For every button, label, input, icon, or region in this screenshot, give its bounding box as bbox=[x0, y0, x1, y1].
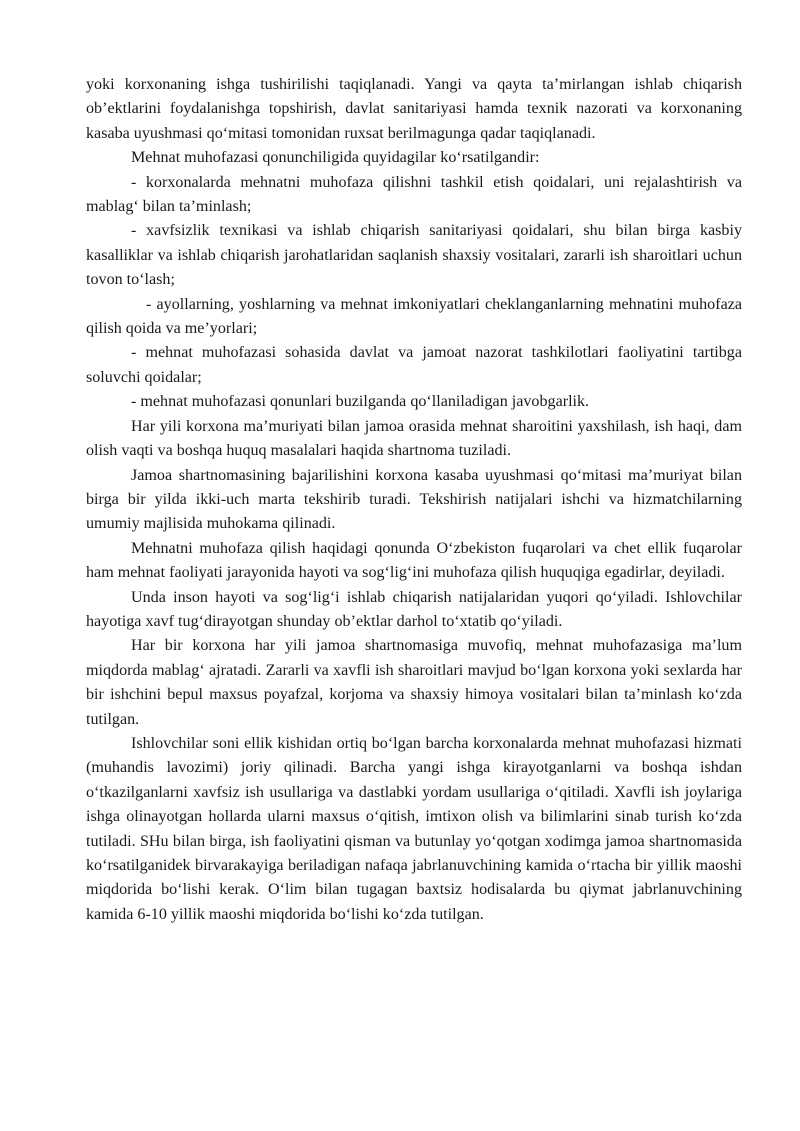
paragraph-safety-service: Ishlovchilar soni ellik kishidan ortiq boʻlgan barcha korxonalarda mehnat muhofazasi hizmati (muhandis lavozimi) joriy qilinadi. Barcha yangi ishga kirayotganlarni va boshqa ishdan oʻtkazilganlarni xavfsiz ish usullariga va dastlabki yordam usullariga oʻqitiladi. Xavfli ish joylariga ishga olinayotgan hollarda ularni maxsus oʻqitish, imtixon olish va bilimlarini sinab turish koʻzda tutiladi. SHu bilan birga, ish faoliyatini qisman va butunlay yoʻqotgan xodimga jamoa shartnomasida koʻrsatilganidek birvarakayiga beriladigan nafaqa jabrlanuvchining kamida oʻrtacha bir yillik maoshi miqdorida boʻlishi kerak. Oʻlim bilan tugagan baxtsiz hodisalarda bu qiymat jabrlanuvchining kamida 6-10 yillik maoshi miqdorida boʻlishi koʻzda tutilgan. bbox=[86, 734, 742, 923]
paragraph-life-priority: Unda inson hayoti va sogʻligʻi ishlab chiqarish natijalaridan yuqori qoʻyiladi. Ishlovchilar hayotiga xavf tugʻdirayotgan shunday obʼektlar darhol toʻxtatib qoʻyiladi. bbox=[86, 588, 742, 630]
paragraph-continuation: yoki korxonaning ishga tushirilishi taqiqlanadi. Yangi va qayta taʼmirlangan ishlab chiqarish obʼektlarini foydalanishga topshirish, davlat sanitariyasi hamda texnik nazorati va korxonaning kasaba uyushmasi qoʻmitasi tomonidan ruxsat berilmagunga qadar taqiqlanadi. bbox=[86, 76, 742, 142]
list-item-safety-rules: - xavfsizlik texnikasi va ishlab chiqarish sanitariyasi qoidalari, shu bilan birga kasbiy kasalliklar va ishlab chiqarish jarohatlaridan saqlanish shaxsiy vositalari, zararli ish sharoitlari uchun tovon toʻlash; bbox=[86, 222, 742, 289]
paragraph-law-rights: Mehnatni muhofaza qilish haqidagi qonunda Oʻzbekiston fuqarolari va chet ellik fuqarolar ham mehnat faoliyati jarayonida hayoti va sogʻligʻini muhofaza qilish huquqiga egadirlar, deyiladi. bbox=[86, 539, 742, 582]
paragraph-list-intro: Mehnat muhofazasi qonunchiligida quyidagilar koʻrsatilgandir: bbox=[131, 149, 540, 167]
document-page bbox=[86, 73, 742, 927]
paragraph-funding: Har bir korxona har yili jamoa shartnomasiga muvofiq, mehnat muhofazasiga maʼlum miqdorda mablagʻ ajratadi. Zararli va xavfli ish sharoitlari mavjud boʻlgan korxona yoki sexlarda har bir ishchini bepul maxsus poyafzal, korjoma va shaxsiy himoya vositalari bilan taʼminlash koʻzda tutilgan. bbox=[86, 637, 742, 728]
list-item-organization: - korxonalarda mehnatni muhofaza qilishni tashkil etish qoidalari, uni rejalashtirish va mablagʻ bilan taʼminlash; bbox=[86, 173, 742, 216]
list-item-women-youth: - ayollarning, yoshlarning va mehnat imkoniyatlari cheklanganlarning mehnatini muhofaza qilish qoida va meʼyorlari; bbox=[86, 295, 742, 338]
list-item-supervision: - mehnat muhofazasi sohasida davlat va jamoat nazorat tashkilotlari faoliyatini tartibga soluvchi qoidalar; bbox=[86, 344, 742, 386]
paragraph-agreement-inspection: Jamoa shartnomasining bajarilishini korxona kasaba uyushmasi qoʻmitasi maʼmuriyat bilan birga bir yilda ikki-uch marta tekshirib turadi. Tekshirish natijalari ishchi va hizmatchilarning umumiy majlisida muhokama qilinadi. bbox=[86, 466, 742, 533]
list-item-liability: - mehnat muhofazasi qonunlari buzilganda qoʻllaniladigan javobgarlik. bbox=[131, 393, 590, 411]
paragraph-annual-agreement: Har yili korxona maʼmuriyati bilan jamoa orasida mehnat sharoitini yaxshilash, ish haqi, dam olish vaqti va boshqa huquq masalalari haqida shartnoma tuziladi. bbox=[86, 417, 742, 460]
